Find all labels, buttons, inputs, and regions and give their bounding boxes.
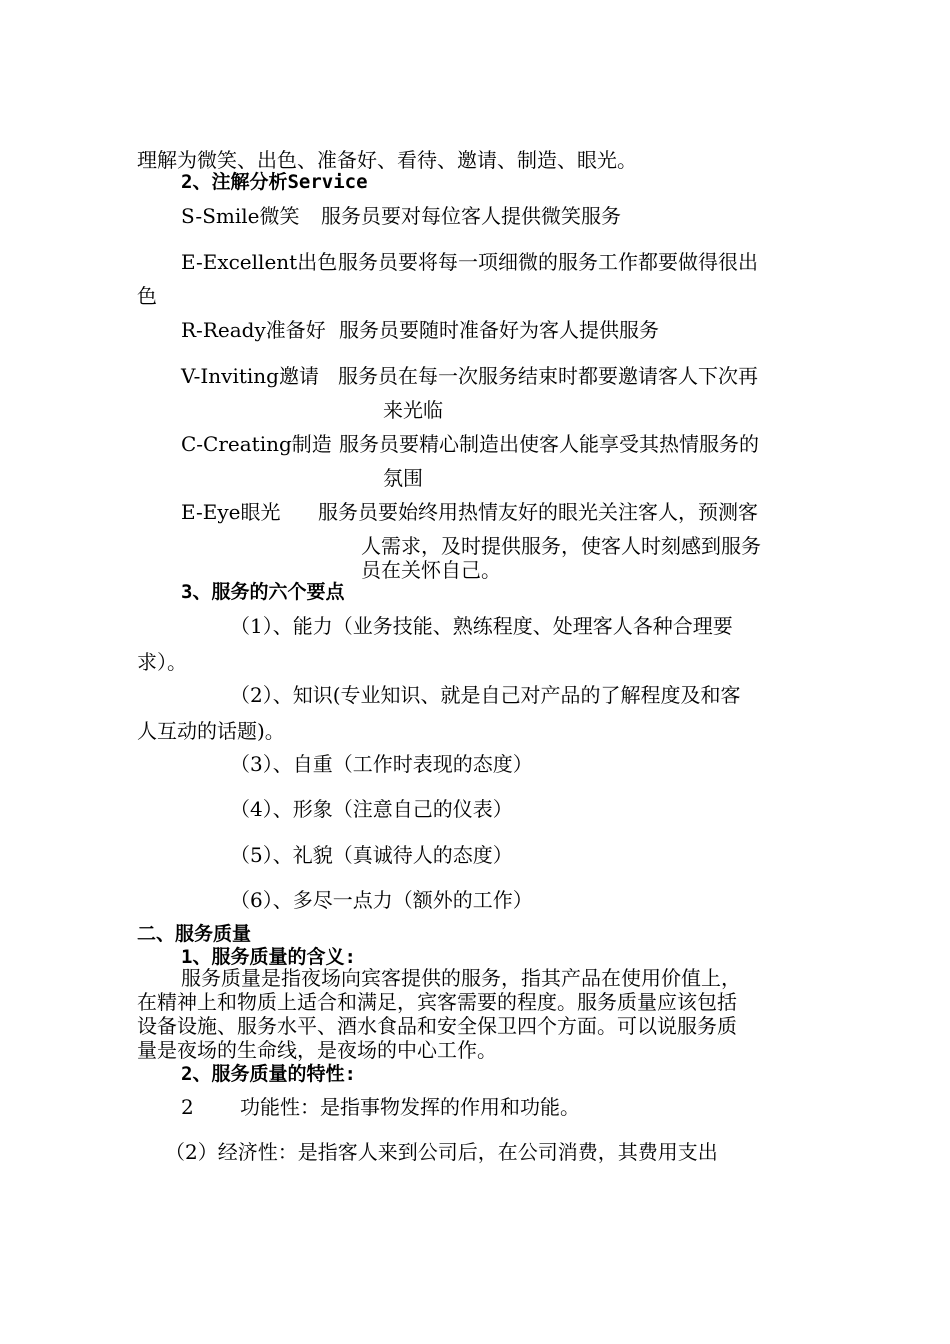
service-desc-inviting-cont: 来光临 [383, 398, 443, 422]
quality-meaning-line-3: 设备设施、服务水平、酒水食品和安全保卫四个方面。可以说服务质 [137, 1014, 737, 1038]
point-5: （5）、礼貌（真诚待人的态度） [230, 843, 513, 867]
quality-meaning-line-4: 量是夜场的生命线，是夜场的中心工作。 [137, 1038, 497, 1062]
service-term-ready: R-Ready准备好 [181, 318, 326, 342]
point-1-cont: 求）。 [137, 650, 187, 674]
point-3: （3）、自重（工作时表现的态度） [230, 752, 533, 776]
service-term-eye: E-Eye眼光 [181, 500, 281, 524]
section-heading-service: 2、注解分析Service [181, 171, 368, 193]
service-desc-creating-cont: 氛围 [383, 466, 423, 490]
quality-meaning-line-1: 服务质量是指夜场向宾客提供的服务，指其产品在使用价值上， [181, 966, 741, 990]
service-desc-inviting: 服务员在每一次服务结束时都要邀请客人下次再 [338, 364, 758, 388]
quality-meaning-line-2: 在精神上和物质上适合和满足，宾客需要的程度。服务质量应该包括 [137, 990, 737, 1014]
service-desc-eye-cont1: 人需求，及时提供服务，使客人时刻感到服务 [361, 534, 761, 558]
point-6: （6）、多尽一点力（额外的工作） [230, 888, 533, 912]
service-term-inviting: V-Inviting邀请 [181, 364, 319, 388]
quality-traits-heading: 2、服务质量的特性: [181, 1063, 356, 1085]
intro-line: 理解为微笑、出色、准备好、看待、邀请、制造、眼光。 [137, 148, 637, 172]
trait-2-text: （2）经济性：是指客人来到公司后，在公司消费，其费用支出 [165, 1140, 718, 1164]
service-desc-creating: 服务员要精心制造出使客人能享受其热情服务的 [339, 432, 759, 456]
point-2: （2）、知识(专业知识、就是自己对产品的了解程度及和客 [230, 683, 741, 707]
point-4: （4）、形象（注意自己的仪表） [230, 797, 513, 821]
service-desc-ready: 服务员要随时准备好为客人提供服务 [339, 318, 659, 342]
service-term-creating: C-Creating制造 [181, 432, 332, 456]
trait-1-number: 2 [181, 1095, 194, 1119]
service-term-excellent: E-Excellent出色 [181, 250, 338, 274]
service-desc-eye-cont2: 员在关怀自己。 [361, 558, 501, 582]
service-desc-smile: 服务员要对每位客人提供微笑服务 [321, 204, 621, 228]
service-desc-excellent: 服务员要将每一项细微的服务工作都要做得很出 [338, 250, 758, 274]
point-1: （1）、能力（业务技能、熟练程度、处理客人各种合理要 [230, 614, 733, 638]
trait-1-text: 功能性：是指事物发挥的作用和功能。 [240, 1095, 580, 1119]
point-2-cont: 人互动的话题)。 [137, 719, 285, 743]
service-desc-excellent-cont: 色 [137, 284, 157, 308]
section-heading-six-points: 3、服务的六个要点 [181, 581, 345, 603]
section-heading-quality: 二、服务质量 [137, 923, 252, 945]
service-desc-eye: 服务员要始终用热情友好的眼光关注客人，预测客 [318, 500, 758, 524]
quality-meaning-heading: 1、服务质量的含义: [181, 946, 356, 968]
service-term-smile: S-Smile微笑 [181, 204, 300, 228]
